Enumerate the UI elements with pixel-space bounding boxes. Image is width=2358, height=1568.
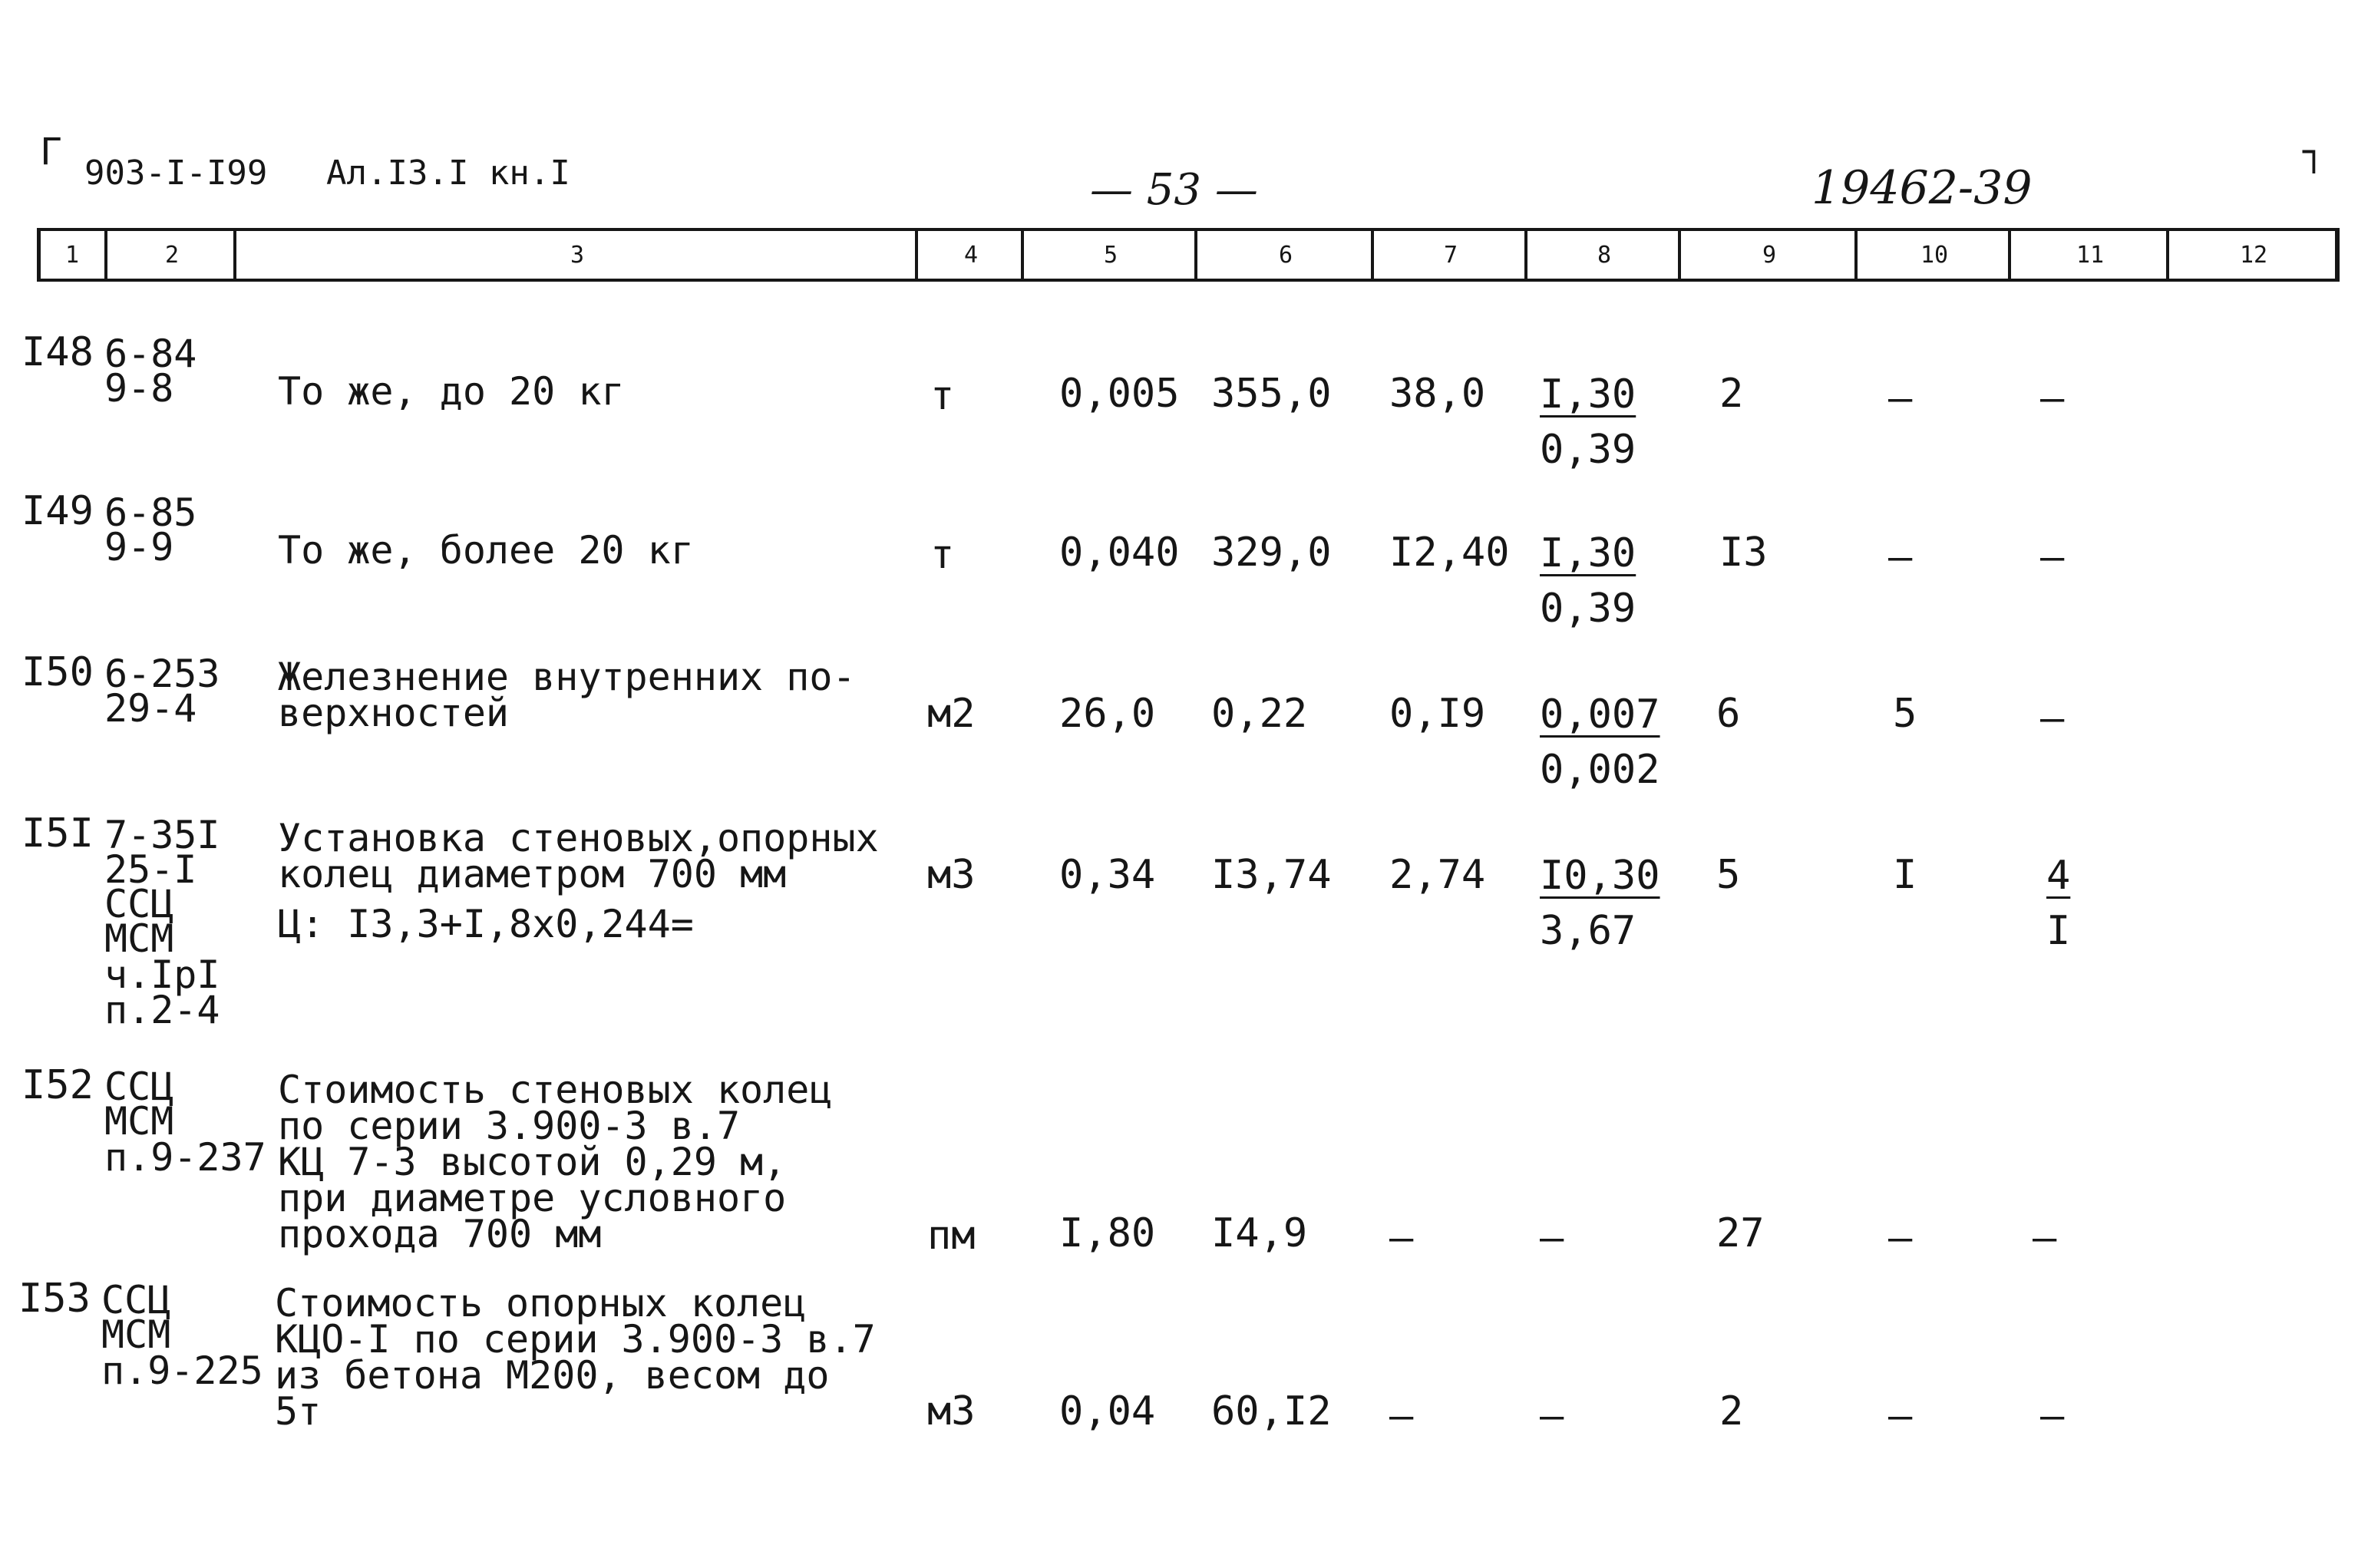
row-number: I49 bbox=[21, 488, 94, 534]
row-col8-fraction bbox=[1540, 371, 1636, 473]
column-header-7: 7 bbox=[1371, 228, 1527, 282]
row-col10: – bbox=[1888, 375, 1913, 421]
row-number: I52 bbox=[21, 1062, 94, 1108]
row-col9: 27 bbox=[1716, 1210, 1765, 1256]
row-col7: – bbox=[1389, 1215, 1414, 1261]
sheet-code: 19462-39 bbox=[1811, 161, 2033, 215]
row-description-line: из бетона М200, весом до bbox=[275, 1353, 830, 1398]
row-col7: – bbox=[1389, 1393, 1414, 1439]
fraction-numerator: 4 bbox=[2046, 853, 2071, 899]
column-header-1: 1 bbox=[64, 241, 80, 269]
column-header-2: 2 bbox=[104, 228, 236, 282]
row-unit-price: 60,I2 bbox=[1211, 1388, 1332, 1434]
row-description-line: колец диаметром 700 мм bbox=[278, 852, 787, 896]
row-col11: – bbox=[2033, 1215, 2057, 1261]
row-quantity: 0,005 bbox=[1059, 371, 1180, 417]
row-code-line: п.2-4 bbox=[104, 988, 220, 1032]
row-unit: т bbox=[930, 373, 955, 419]
row-description-line: Стоимость опорных колец bbox=[275, 1281, 807, 1325]
column-header-4: 4 bbox=[915, 228, 1024, 282]
column-header-6: 6 bbox=[1194, 228, 1374, 282]
row-code-line: ССЦ bbox=[101, 1278, 171, 1322]
row-unit: пм bbox=[927, 1213, 976, 1259]
row-unit-price: 329,0 bbox=[1211, 530, 1332, 576]
row-description-line: Железнение внутренних по- bbox=[278, 655, 856, 699]
row-col10: I bbox=[1893, 852, 1917, 898]
row-description-line: Ц: I3,3+I,8x0,244= bbox=[278, 902, 694, 946]
row-quantity: I,80 bbox=[1059, 1210, 1156, 1256]
fraction-numerator: I0,30 bbox=[1540, 853, 1660, 899]
album-reference: Ал.I3.I кн.I bbox=[326, 153, 570, 193]
row-col11: – bbox=[2040, 695, 2065, 741]
row-col9: 2 bbox=[1719, 1388, 1744, 1434]
row-description-line: верхностей bbox=[278, 691, 510, 735]
row-number: I48 bbox=[21, 329, 94, 375]
page-number: — 53 — bbox=[1090, 165, 1258, 215]
fraction-numerator: 0,007 bbox=[1540, 692, 1660, 738]
row-quantity: 0,34 bbox=[1059, 852, 1156, 898]
row-unit: м3 bbox=[927, 1388, 976, 1434]
row-col7: 2,74 bbox=[1389, 852, 1486, 898]
row-code-line: 9-9 bbox=[104, 525, 174, 569]
fraction-denominator: 0,002 bbox=[1540, 747, 1660, 793]
row-code-line: ч.IpI bbox=[104, 952, 220, 997]
row-code-line: ССЦ bbox=[104, 882, 174, 926]
row-code-line: МСМ bbox=[101, 1312, 171, 1357]
row-col8: – bbox=[1540, 1215, 1564, 1261]
row-col10: – bbox=[1888, 534, 1913, 580]
row-description-line: при диаметре условного bbox=[278, 1176, 787, 1220]
column-header-12: 12 bbox=[2166, 228, 2338, 282]
row-col9: 5 bbox=[1716, 852, 1741, 898]
row-description-line: То же, более 20 кг bbox=[278, 528, 694, 573]
fraction-denominator: 3,67 bbox=[1540, 908, 1636, 954]
row-code-line: 9-8 bbox=[104, 366, 174, 411]
row-number: I53 bbox=[18, 1276, 91, 1322]
column-header-3: 3 bbox=[233, 228, 918, 282]
row-code-line: 25-I bbox=[104, 847, 197, 892]
row-unit-price: 355,0 bbox=[1211, 371, 1332, 417]
row-col9: 2 bbox=[1719, 371, 1744, 417]
row-unit: т bbox=[930, 532, 955, 578]
row-col8-fraction bbox=[1540, 692, 1660, 793]
row-code-line: МСМ bbox=[104, 916, 174, 961]
row-code-line: 29-4 bbox=[104, 686, 197, 731]
row-number: I5I bbox=[21, 810, 94, 857]
row-col7: I2,40 bbox=[1389, 530, 1510, 576]
row-col9: I3 bbox=[1719, 530, 1768, 576]
row-col7: 0,I9 bbox=[1389, 691, 1486, 737]
row-col7: 38,0 bbox=[1389, 371, 1486, 417]
column-header-11: 11 bbox=[2008, 228, 2169, 282]
row-quantity: 0,040 bbox=[1059, 530, 1180, 576]
row-col9: 6 bbox=[1716, 691, 1741, 737]
row-col10: 5 bbox=[1893, 691, 1917, 737]
fraction-denominator: I bbox=[2046, 908, 2071, 954]
row-unit: м2 bbox=[927, 691, 976, 737]
row-description-line: КЦО-I по серии 3.900-3 в.7 bbox=[275, 1317, 876, 1362]
row-code-line: 6-253 bbox=[104, 652, 220, 696]
row-code-line: 7-35I bbox=[104, 813, 220, 857]
row-code-line: МСМ bbox=[104, 1099, 174, 1144]
top-left-corner-mark: Г bbox=[40, 130, 62, 173]
row-description-line: Стоимость стеновых колец bbox=[278, 1068, 833, 1112]
row-description-line: 5т bbox=[275, 1389, 322, 1434]
row-quantity: 26,0 bbox=[1059, 691, 1156, 737]
column-header-5: 5 bbox=[1021, 228, 1197, 282]
row-code-line: 6-85 bbox=[104, 490, 197, 535]
row-description-line: прохода 700 мм bbox=[278, 1212, 602, 1256]
row-code-line: ССЦ bbox=[104, 1065, 174, 1109]
row-col11-fraction bbox=[2046, 853, 2071, 954]
row-col11: – bbox=[2040, 375, 2065, 421]
row-col11: – bbox=[2040, 1393, 2065, 1439]
row-unit-price: 0,22 bbox=[1211, 691, 1308, 737]
row-col8-fraction bbox=[1540, 853, 1660, 954]
row-unit: м3 bbox=[927, 852, 976, 898]
fraction-denominator: 0,39 bbox=[1540, 586, 1636, 632]
row-description-line: по серии 3.900-3 в.7 bbox=[278, 1104, 741, 1148]
row-col10: – bbox=[1888, 1215, 1913, 1261]
fraction-numerator: I,30 bbox=[1540, 530, 1636, 576]
row-col10: – bbox=[1888, 1393, 1913, 1439]
document-code: 903-I-I99 bbox=[84, 153, 268, 193]
fraction-denominator: 0,39 bbox=[1540, 427, 1636, 473]
column-header-9: 9 bbox=[1678, 228, 1858, 282]
row-code-line: п.9-237 bbox=[104, 1135, 266, 1180]
row-quantity: 0,04 bbox=[1059, 1388, 1156, 1434]
row-number: I50 bbox=[21, 649, 94, 695]
row-code-line: п.9-225 bbox=[101, 1348, 263, 1393]
row-col11: – bbox=[2040, 534, 2065, 580]
row-col8: – bbox=[1540, 1393, 1564, 1439]
fraction-numerator: I,30 bbox=[1540, 371, 1636, 418]
row-description-line: То же, до 20 кг bbox=[278, 369, 625, 414]
row-unit-price: I3,74 bbox=[1211, 852, 1332, 898]
column-header-8: 8 bbox=[1524, 228, 1681, 282]
row-col8-fraction bbox=[1540, 530, 1636, 632]
row-code-line: 6-84 bbox=[104, 332, 197, 376]
column-header-10: 10 bbox=[1854, 228, 2011, 282]
row-description-line: КЦ 7-3 высотой 0,29 м, bbox=[278, 1140, 787, 1184]
row-description-line: Установка стеновых,опорных bbox=[278, 816, 879, 860]
row-unit-price: I4,9 bbox=[1211, 1210, 1308, 1256]
top-right-corner-mark: ┐ bbox=[2303, 130, 2325, 173]
